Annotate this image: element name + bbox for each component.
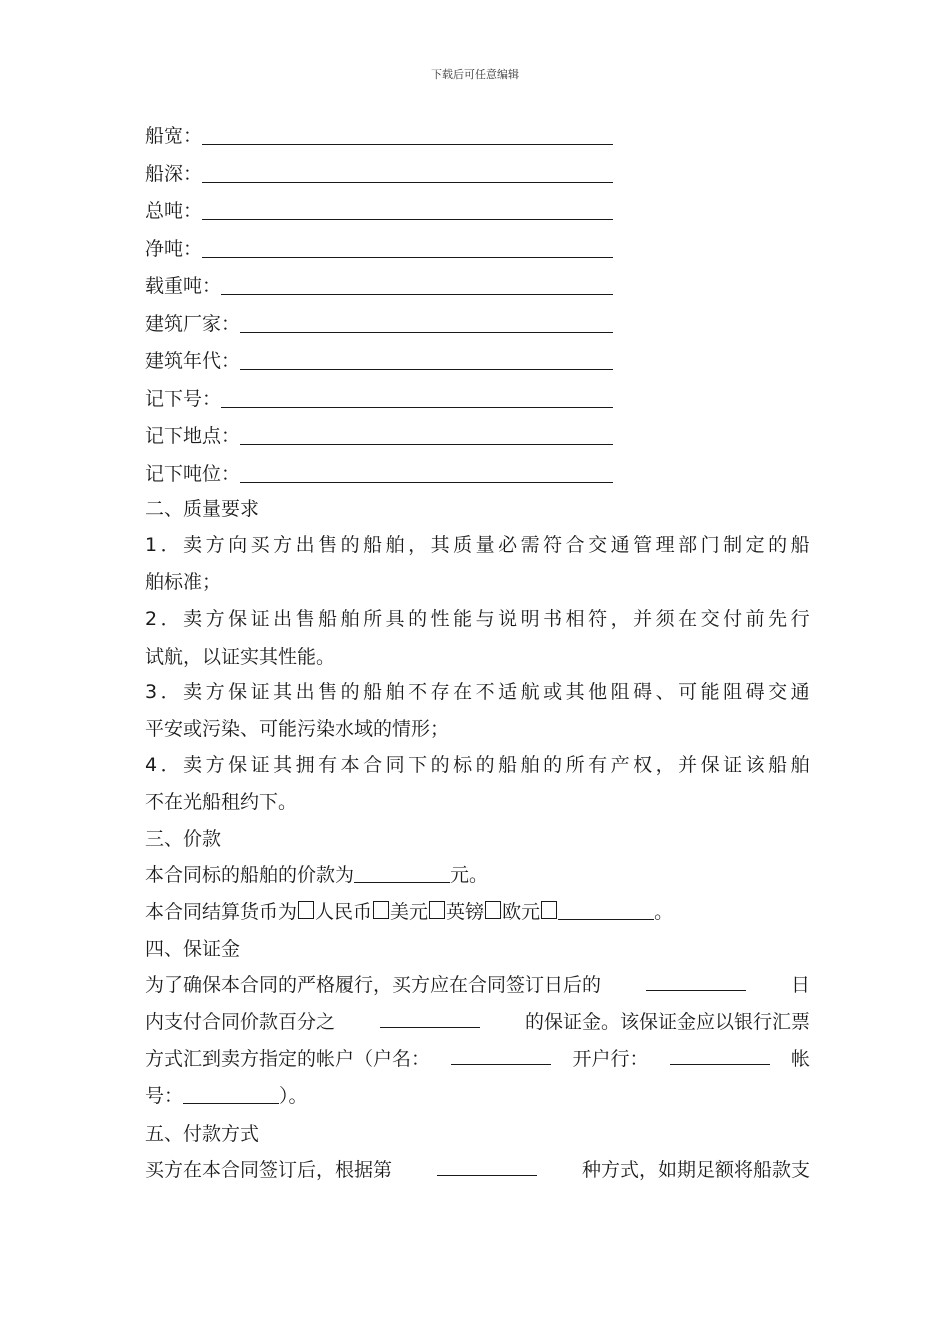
- field-blank[interactable]: [221, 387, 613, 408]
- price-text: 本合同标的船舶的价款为: [145, 864, 355, 886]
- checkbox-other[interactable]: [541, 901, 557, 919]
- deposit-text-1: 为了确保本合同的严格履行，买方应在合同签订日后的: [145, 974, 602, 996]
- payment-line1: [145, 1157, 810, 1183]
- currency-end: 。: [654, 901, 674, 923]
- section-3-title: 三、价款: [145, 828, 222, 850]
- deposit-text-2b: 的保证金。该保证金应以银行汇票: [524, 1011, 810, 1033]
- field-label: 船深：: [145, 163, 203, 185]
- field-blank[interactable]: [202, 199, 613, 220]
- deposit-days-blank[interactable]: [646, 972, 746, 991]
- field-row: [145, 348, 613, 374]
- price-blank[interactable]: [354, 864, 450, 883]
- deposit-line4: [145, 1083, 810, 1109]
- field-label: 记下号：: [145, 388, 222, 410]
- payment-text-1: 买方在本合同签订后，根据第: [145, 1159, 393, 1181]
- clause-2-4-line2: 不在光船租约下。: [145, 791, 298, 813]
- clause-2-2-line2: 试航，以证实其性能。: [145, 646, 336, 668]
- checkbox-eur[interactable]: [485, 901, 501, 919]
- deposit-text-4b: ）。: [279, 1085, 308, 1107]
- clause-2-1-line1: 1 ． 卖 方 向 买 方 出 售 的 船 舶 ， 其 质 量 必 需 符 合 交 通 管 理 部 门 制 定 的 船: [145, 534, 810, 556]
- field-label: 建筑年代：: [145, 350, 241, 372]
- option-gbp: 英镑: [446, 901, 485, 923]
- price-unit: 元。: [450, 864, 489, 886]
- deposit-text-3c: 帐: [790, 1048, 810, 1070]
- clause-2-3-line1: 3 ． 卖 方 保 证 其 出 售 的 船 舶 不 存 在 不 适 航 或 其 他 阻 碍 、 可 能 阻 碍 交 通: [145, 681, 810, 703]
- clause-2-3-line2: 平安或污染、可能污染水域的情形；: [145, 718, 450, 740]
- field-blank[interactable]: [240, 312, 613, 333]
- checkbox-usd[interactable]: [373, 901, 389, 919]
- field-row: [145, 461, 613, 487]
- field-row: [145, 386, 613, 412]
- field-label: 记下吨位：: [145, 463, 241, 485]
- deposit-line3: [145, 1046, 810, 1072]
- deposit-text-4: 号：: [145, 1085, 184, 1107]
- payment-text-1b: 种方式，如期足额将船款支: [581, 1159, 810, 1181]
- option-eur: 欧元: [502, 901, 541, 923]
- field-label: 建筑厂家：: [145, 313, 241, 335]
- field-blank[interactable]: [202, 237, 613, 258]
- option-usd: 美元: [390, 901, 429, 923]
- field-blank[interactable]: [240, 424, 613, 445]
- field-row: [145, 311, 613, 337]
- currency-text: 本合同结算货币为: [145, 901, 298, 923]
- field-row: [145, 161, 613, 187]
- deposit-text-3: 方式汇到卖方指定的帐户（户名：: [145, 1048, 431, 1070]
- page-header: 下载后可任意编辑: [431, 68, 519, 81]
- deposit-line1: [145, 972, 810, 998]
- field-blank[interactable]: [202, 162, 613, 183]
- checkbox-gbp[interactable]: [429, 901, 445, 919]
- checkbox-rmb[interactable]: [298, 901, 314, 919]
- deposit-percent-blank[interactable]: [380, 1009, 480, 1028]
- section-2-title: 二、质量要求: [145, 498, 260, 520]
- payment-method-blank[interactable]: [437, 1157, 537, 1176]
- account-name-blank[interactable]: [451, 1046, 551, 1065]
- field-blank[interactable]: [221, 274, 613, 295]
- field-blank[interactable]: [240, 349, 613, 370]
- deposit-line2: [145, 1009, 810, 1035]
- price-line: [145, 862, 810, 888]
- field-blank[interactable]: [240, 462, 613, 483]
- field-row: [145, 423, 613, 449]
- field-row: [145, 273, 613, 299]
- clause-2-2-line1: 2 ． 卖 方 保 证 出 售 船 舶 所 具 的 性 能 与 说 明 书 相 符 ， 并 须 在 交 付 前 先 行: [145, 608, 810, 630]
- field-blank[interactable]: [202, 124, 613, 145]
- section-5-title: 五、付款方式: [145, 1123, 260, 1145]
- field-label: 船宽：: [145, 125, 203, 147]
- field-label: 记下地点：: [145, 425, 241, 447]
- field-label: 载重吨：: [145, 275, 222, 297]
- currency-line: [145, 899, 810, 925]
- bank-blank[interactable]: [670, 1046, 770, 1065]
- field-label: 总吨：: [145, 200, 203, 222]
- deposit-text-2: 内支付合同价款百分之: [145, 1011, 336, 1033]
- deposit-text-3b: 开户行：: [572, 1048, 649, 1070]
- account-number-blank[interactable]: [183, 1085, 279, 1104]
- option-rmb: 人民币: [315, 901, 373, 923]
- clause-2-4-line1: 4 ． 卖 方 保 证 其 拥 有 本 合 同 下 的 标 的 船 舶 的 所 有 产 权 ， 并 保 证 该 船 舶: [145, 754, 810, 776]
- other-currency-blank[interactable]: [558, 901, 654, 920]
- deposit-text-1b: 日: [790, 974, 810, 996]
- field-row: [145, 198, 613, 224]
- clause-2-1-line2: 舶标准；: [145, 571, 222, 593]
- field-row: [145, 123, 613, 149]
- field-label: 净吨：: [145, 238, 203, 260]
- field-row: [145, 236, 613, 262]
- section-4-title: 四、保证金: [145, 938, 241, 960]
